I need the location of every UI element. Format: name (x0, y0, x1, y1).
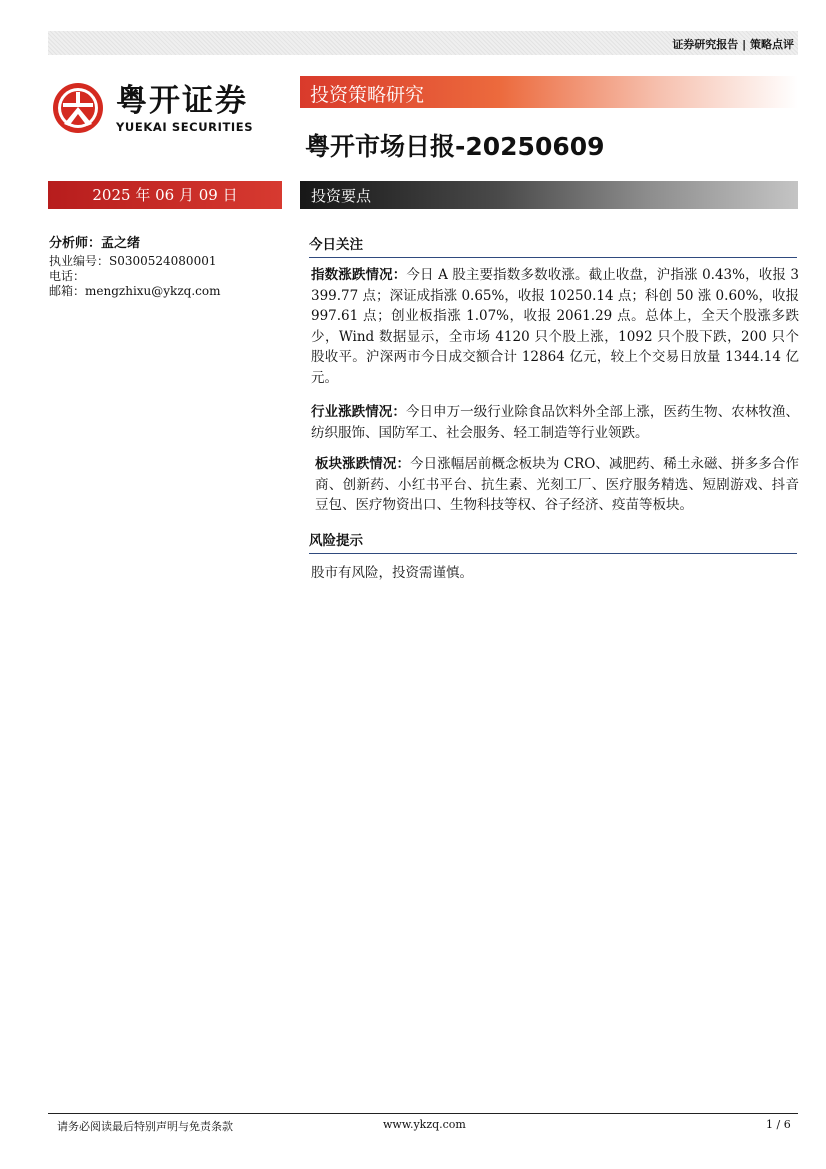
report-type: 证券研究报告 | 策略点评 (672, 38, 794, 51)
key-points-banner (300, 181, 798, 209)
analyst-email: 邮箱：mengzhixu@ykzq.com (49, 284, 221, 298)
company-name-en: YUEKAI SECURITIES (116, 120, 254, 134)
report-title: 粤开市场日报-20250609 (305, 132, 605, 161)
sector-paragraph (315, 454, 799, 516)
category-banner (300, 76, 798, 108)
company-name-cn: 粤开证券 (116, 83, 248, 119)
risk-text: 股市有风险，投资需谨慎。 (311, 565, 473, 581)
analyst-info (49, 236, 220, 299)
sector-text: 今日涨幅居前概念板块为 CRO、减肥药、稀土永磁、拼多多合作商、创新药、小红书平台、抗生素、光刻工厂、医疗服务精选、短剧游戏、抖音豆包、医疗物资出口、生物科技等权、谷子经济、疫苗等板块。 (315, 456, 799, 513)
sector-label: 板块涨跌情况： (315, 456, 411, 472)
header-bar (48, 31, 798, 55)
page-number: 1 / 6 (766, 1118, 791, 1131)
index-text: 今日 A 股主要指数多数收涨。截止收盘，沪指涨 0.43%，收报 3399.77 点；深证成指涨 0.65%，收报 10250.14 点；科创 50 涨 0.60%，收报 997.61 点；创业板指涨 1.07%，收报 2061.29 点。总体上，全天个股涨多跌少，Wind 数据显示，全市场 4120 只个股上涨，1092 只个股下跌，200 只个股收平。沪深两市今日成交额合计 12864 亿元，较上个交易日放量 1344.14 亿元。 (311, 267, 799, 386)
footer-disclaimer: 请务必阅读最后特别声明与免责条款 (57, 1120, 233, 1133)
analyst-name: 分析师：孟之绪 (49, 236, 141, 251)
analyst-license: 执业编号：S0300524080001 (49, 254, 217, 268)
industry-paragraph (311, 402, 799, 443)
footer-divider (48, 1113, 798, 1114)
footer-website[interactable]: www.ykzq.com (383, 1118, 466, 1131)
analyst-phone: 电话： (49, 269, 86, 283)
category-label: 投资策略研究 (310, 84, 425, 106)
report-date: 2025 年 06 月 09 日 (48, 181, 282, 209)
index-label: 指数涨跌情况： (311, 267, 407, 283)
section-heading-today: 今日关注 (309, 233, 797, 258)
index-paragraph (311, 265, 799, 388)
yuekai-logo-icon (52, 82, 104, 134)
industry-label: 行业涨跌情况： (311, 404, 406, 420)
company-logo (52, 82, 282, 136)
section-heading-risk: 风险提示 (309, 529, 797, 554)
industry-text: 今日申万一级行业除食品饮料外全部上涨，医药生物、农林牧渔、纺织服饰、国防军工、社会服务、轻工制造等行业领跌。 (311, 404, 800, 441)
key-points-label: 投资要点 (311, 187, 372, 205)
